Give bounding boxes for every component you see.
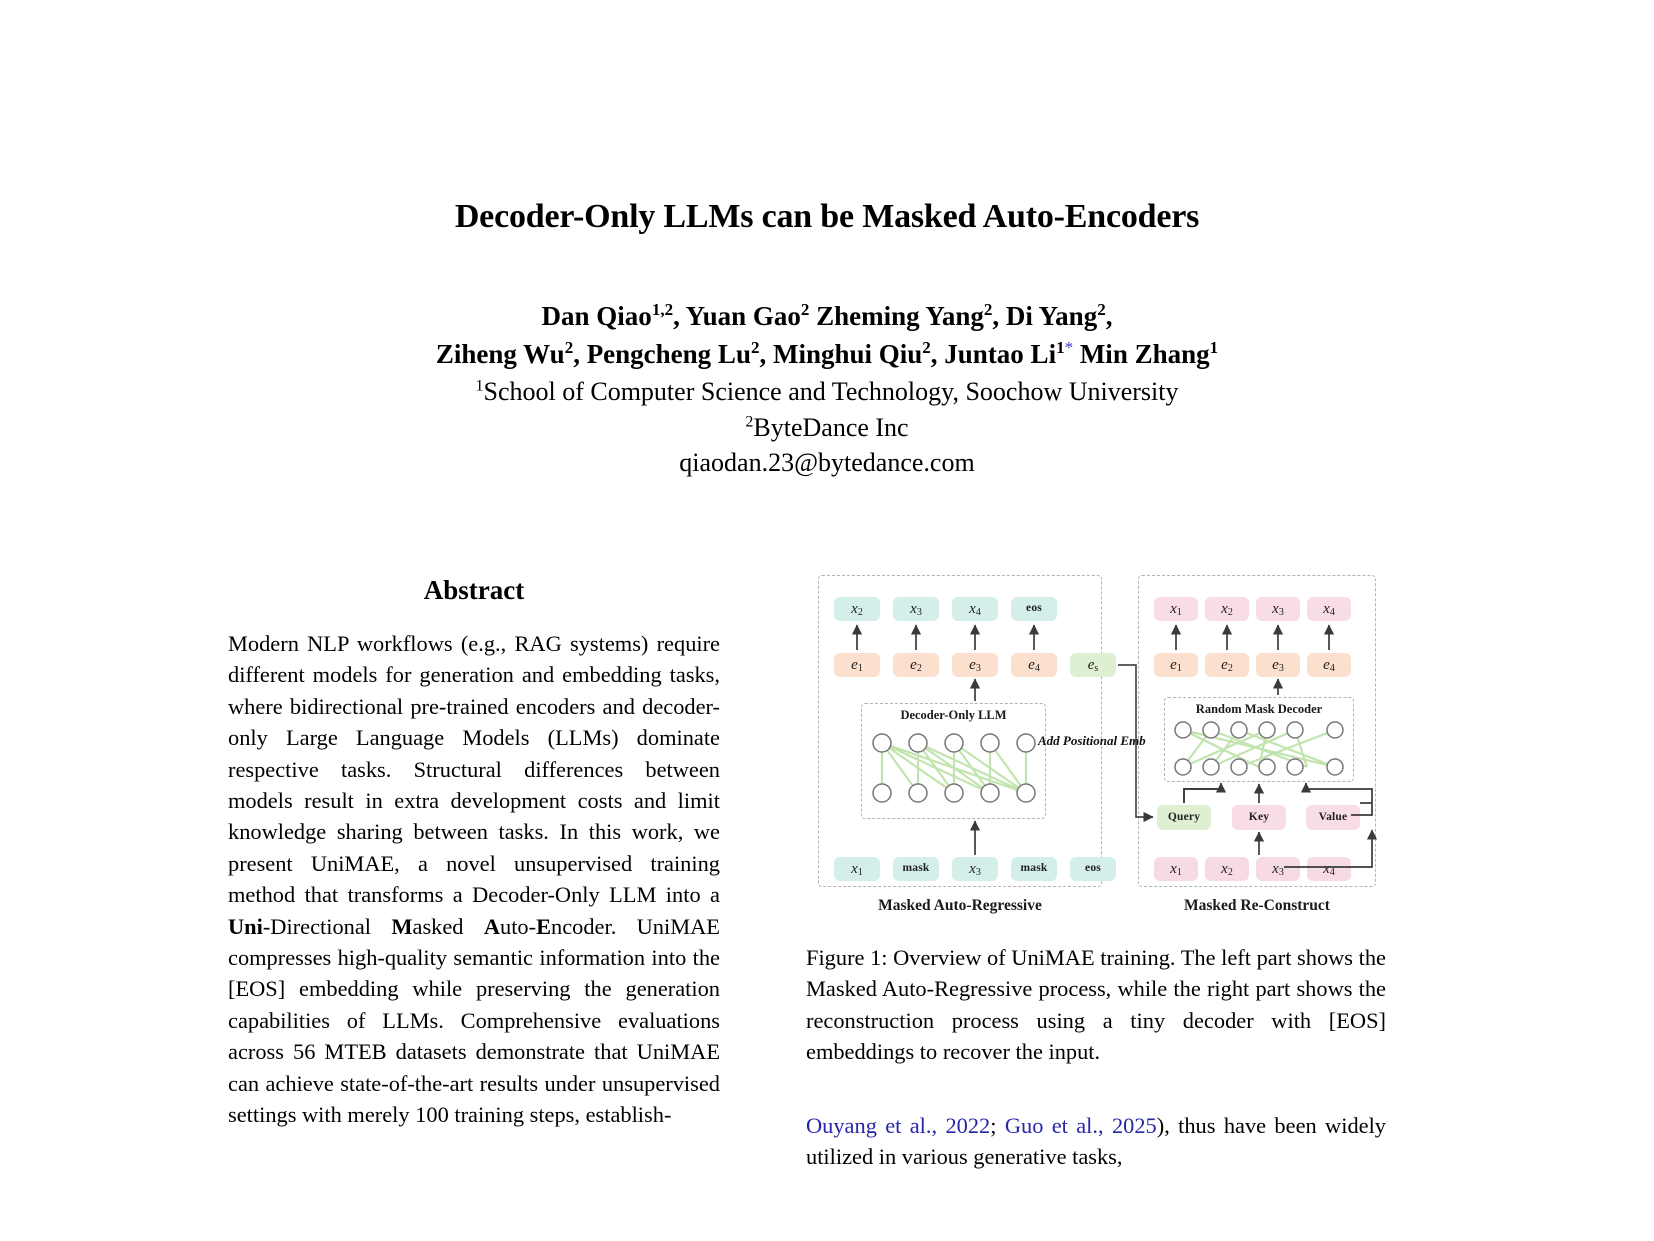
author-name: Yuan Gao xyxy=(685,301,801,331)
left-output-token: x 2 xyxy=(834,597,880,621)
author-sup: 2 xyxy=(750,338,760,357)
right-embedding-token: e 4 xyxy=(1307,653,1351,677)
left-embedding-token: e 2 xyxy=(893,653,939,677)
right-output-token: x 1 xyxy=(1154,597,1198,621)
figure-column xyxy=(806,575,1386,925)
abstract-heading: Abstract xyxy=(423,575,525,605)
author-line-2: Ziheng Wu$^2$, Pengcheng Lu$^2$, Minghui Qiu$^2$, Juntao $Li^{1*}$ Min Zhang$^1$ xyxy=(435,338,1219,369)
author-name: Juntao Li xyxy=(944,339,1057,369)
abstract-mid-4: ncoder. xyxy=(551,913,617,939)
author-name: Dan Qiao xyxy=(541,301,652,331)
author-name: Pengcheng Lu xyxy=(586,339,751,369)
author-sup: 2 xyxy=(1097,300,1106,319)
abstract-mid-3: uto- xyxy=(500,913,537,939)
author-name: Ziheng Wu xyxy=(435,339,565,369)
right-input-token: x 2 xyxy=(1205,857,1249,881)
abstract-text xyxy=(228,628,720,1131)
query-box: Query xyxy=(1157,805,1211,830)
abstract-column xyxy=(228,575,720,1131)
author-name: Minghui Qiu xyxy=(772,339,923,369)
figure-1-graphic xyxy=(806,575,1386,925)
figure-1-caption: Figure 1: Overview of UniMAE training. The left part shows the Masked Auto-Regressive process, while the right part shows the reconstruction process using a tiny decoder with [EOS] embeddings to recover the input. xyxy=(806,945,1386,1065)
author-sup: 1,2 xyxy=(651,300,674,319)
left-input-token-eos: eos xyxy=(1070,857,1116,881)
body-paragraph-right xyxy=(806,1110,1386,1173)
left-output-token-eos: eos xyxy=(1011,597,1057,621)
affiliation-sup: 1 xyxy=(475,377,484,395)
author-name: Min Zhang xyxy=(1079,339,1210,369)
abstract-bold-e: E xyxy=(536,913,552,939)
left-input-token-mask: mask xyxy=(1011,857,1057,881)
author-sup: 2 xyxy=(564,338,574,357)
abstract-part-1: Modern NLP workflows (e.g., RAG systems) require different models for generation and embedding tasks, where bidirectional pre-trained encoders and decoder-only Large Language Models (LLMs) dominate respective tasks. Structural differences between models result in extra development costs and limit knowledge sharing between tasks. In this work, we present UniMAE, a novel unsupervised training method that transforms a Decoder-Only LLM into a xyxy=(228,631,720,908)
key-box: Key xyxy=(1232,805,1286,830)
abstract-bold-uni: Uni xyxy=(228,913,263,939)
decoder-only-llm-label: Decoder-Only LLM xyxy=(900,708,1007,722)
author-name: Di Yang xyxy=(1005,301,1098,331)
affiliation-1 xyxy=(0,374,1654,410)
author-line-1: Dan Qiao$^{1,2}$, Yuan Gao$^2$ Zheming Yang$^2$, Di Yang$^2$, xyxy=(541,300,1113,331)
right-embedding-token: e 3 xyxy=(1256,653,1300,677)
citation-separator: ; xyxy=(990,1113,1005,1138)
affiliation-text: ByteDance Inc xyxy=(753,413,909,442)
abstract-mid-1: -Directional xyxy=(262,913,392,939)
left-embedding-token: e 3 xyxy=(952,653,998,677)
right-embedding-token: e 1 xyxy=(1154,653,1198,677)
right-embedding-token: e 2 xyxy=(1205,653,1249,677)
random-mask-decoder-label: Random Mask Decoder xyxy=(1195,702,1323,716)
right-output-token: x 3 xyxy=(1256,597,1300,621)
author-name: Zheming Yang xyxy=(816,301,984,331)
author-sup: 2 xyxy=(800,300,810,319)
abstract-part-2: UniMAE compresses high-quality semantic information into the [EOS] embedding while preserving the generation capabilities of LLMs. Comprehensive evaluations across 56 MTEB datasets demonstrate that UniMAE can achieve state-of-the-art results under unsupervised settings with merely 100 training steps, establish- xyxy=(228,913,720,1128)
right-output-token: x 2 xyxy=(1205,597,1249,621)
page-title: Decoder-Only LLMs can be Masked Auto-Encoders xyxy=(454,198,1200,235)
right-output-token: x 4 xyxy=(1307,597,1351,621)
author-sup: 1 xyxy=(1056,338,1065,357)
author-sup: 2 xyxy=(983,300,993,319)
affiliation-2 xyxy=(0,410,1654,446)
body-text-tail: ), thus have been widely utilized in various generative tasks, xyxy=(806,1113,1386,1170)
left-embedding-token: e 4 xyxy=(1011,653,1057,677)
right-input-token: x 1 xyxy=(1154,857,1198,881)
abstract-mid-2: asked xyxy=(412,913,484,939)
affiliation-block xyxy=(0,374,1654,446)
corresponding-author-marker: * xyxy=(1064,338,1074,357)
abstract-bold-a: A xyxy=(483,913,500,939)
author-sup: 1 xyxy=(1209,338,1219,357)
author-sup: 2 xyxy=(922,338,931,357)
affiliation-text: School of Computer Science and Technology, Soochow University xyxy=(483,377,1179,406)
citation-link-guo[interactable]: Guo et al., 2025 xyxy=(1004,1113,1157,1138)
left-output-token: x 4 xyxy=(952,597,998,621)
author-list xyxy=(0,297,1654,373)
left-input-token: x 1 xyxy=(834,857,880,881)
citation-link-ouyang[interactable]: Ouyang et al., 2022 xyxy=(806,1113,991,1138)
left-input-token-mask: mask xyxy=(893,857,939,881)
affiliation-sup: 2 xyxy=(745,413,754,431)
eos-embedding-token: e s xyxy=(1070,653,1116,677)
value-box: Value xyxy=(1306,805,1360,830)
left-panel-caption: Masked Auto-Regressive xyxy=(878,897,1042,914)
right-panel-caption: Masked Re-Construct xyxy=(1184,897,1330,914)
contact-email: qiaodan.23@bytedance.com xyxy=(679,448,975,477)
right-input-token: x 3 xyxy=(1256,857,1300,881)
left-input-token: x 3 xyxy=(952,857,998,881)
left-embedding-token: e 1 xyxy=(834,653,880,677)
add-positional-emb-label: Add Positional Emb xyxy=(1038,733,1146,748)
left-output-token: x 3 xyxy=(893,597,939,621)
abstract-bold-m: M xyxy=(391,913,413,939)
right-input-token: x 4 xyxy=(1307,857,1351,881)
